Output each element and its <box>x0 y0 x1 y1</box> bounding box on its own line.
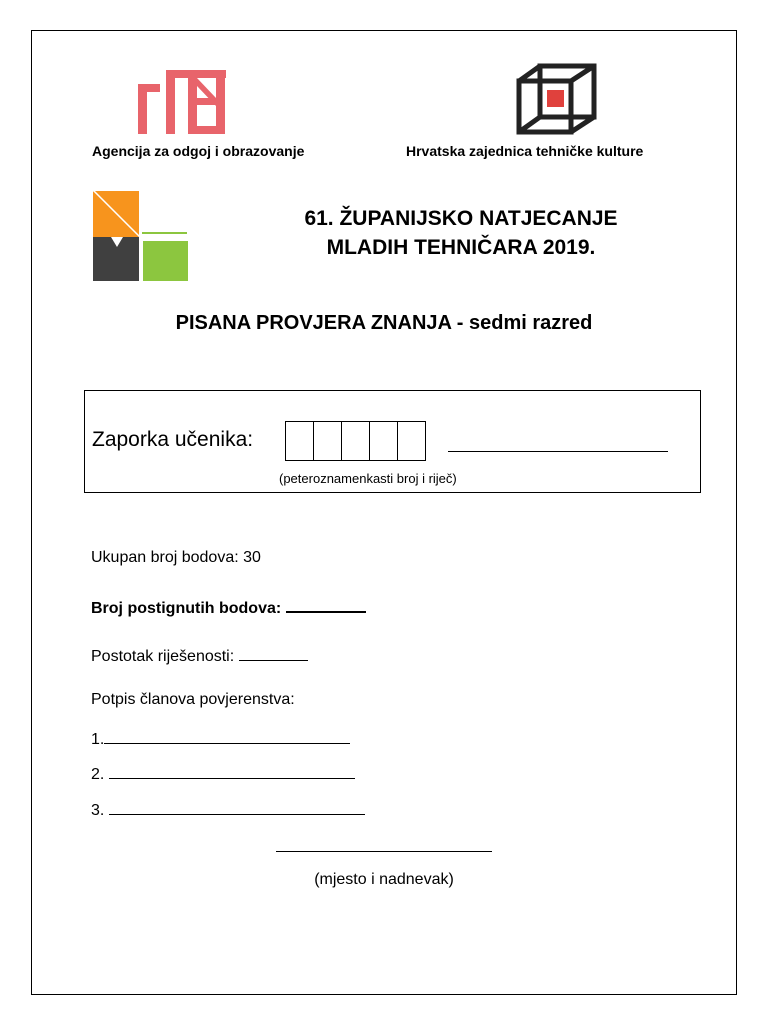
subtitle: PISANA PROVJERA ZNANJA - sedmi razred <box>175 312 593 334</box>
title-line-2: MLADIH TEHNIČARA 2019. <box>326 236 596 259</box>
code-digit-cell[interactable] <box>313 421 342 461</box>
place-date-line[interactable] <box>276 851 492 852</box>
code-word-line[interactable] <box>448 451 668 452</box>
signature-row-3 <box>91 800 365 820</box>
code-digit-cells <box>286 421 426 461</box>
cube-logo <box>516 63 598 135</box>
percentage-row <box>91 646 308 666</box>
signatures-label: Potpis članova povjerenstva: <box>91 691 295 708</box>
signature-number-2: 2. <box>91 766 105 783</box>
code-hint: (peteroznamenkasti broj i riječ) <box>279 471 457 486</box>
hztk-caption: Hrvatska zajednica tehničke kulture <box>406 143 644 159</box>
signature-row-1 <box>91 729 350 749</box>
achieved-points-line[interactable] <box>286 597 366 613</box>
code-digit-cell[interactable] <box>369 421 398 461</box>
code-digit-cell[interactable] <box>341 421 370 461</box>
signature-line-2[interactable] <box>109 764 355 779</box>
signature-number-1: 1. <box>91 731 105 748</box>
place-date-caption: (mjesto i nadnevak) <box>314 871 454 888</box>
code-digit-cell[interactable] <box>285 421 314 461</box>
signature-row-2 <box>91 764 355 784</box>
achieved-points-row <box>91 597 366 618</box>
total-points: Ukupan broj bodova: 30 <box>91 549 261 566</box>
signature-line-3[interactable] <box>109 800 365 815</box>
student-code-box <box>84 390 701 493</box>
competition-logo <box>93 189 190 281</box>
title-line-1: 61. ŽUPANIJSKO NATJECANJE <box>304 207 618 230</box>
percentage-label: Postotak riješenosti: <box>91 648 235 665</box>
azoo-logo <box>136 68 231 134</box>
achieved-points-label: Broj postignutih bodova: <box>91 600 282 617</box>
percentage-line[interactable] <box>239 646 308 661</box>
azoo-caption: Agencija za odgoj i obrazovanje <box>92 143 305 159</box>
signature-line-1[interactable] <box>104 729 350 744</box>
signature-number-3: 3. <box>91 802 105 819</box>
code-label: Zaporka učenika: <box>92 428 254 451</box>
code-digit-cell[interactable] <box>397 421 426 461</box>
